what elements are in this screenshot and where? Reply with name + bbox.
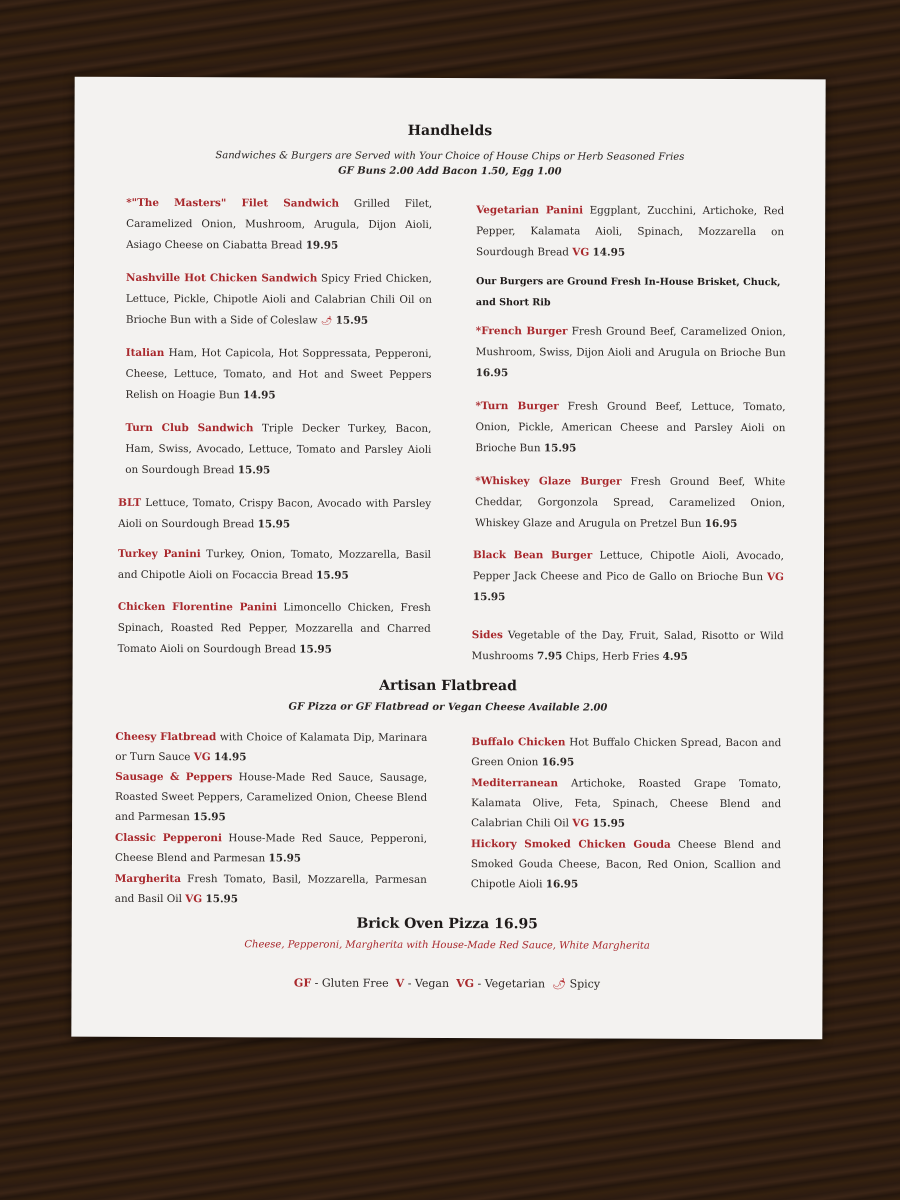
menu-item	[472, 625, 784, 668]
item-desc: Eggplant, Zucchini, Artichoke, Red Pepper, Kalamata Aioli, Spinach, Mozzarella on Sourdough Bread	[476, 204, 785, 259]
item-name: Sausage & Peppers	[115, 770, 233, 784]
menu-item	[475, 396, 785, 460]
item-price: 15.95	[316, 569, 349, 582]
handhelds-subtitle-2: GF Buns 2.00 Add Bacon 1.50, Egg 1.00	[338, 165, 562, 178]
menu-item	[476, 321, 786, 385]
item-desc: Triple Decker Turkey, Bacon, Ham, Swiss, Avocado, Lettuce, Tomato and Parsley Aioli on Sourdough Bread	[125, 422, 432, 477]
item-price: 15.95	[472, 591, 506, 604]
item-desc: Ham, Hot Capicola, Hot Soppressata, Pepperoni, Cheese, Lettuce, Tomato, and Hot and Sweet Peppers Relish on Hoagie Bun	[125, 347, 432, 402]
item-name: *French Burger	[475, 325, 568, 338]
flatbread-title: Artisan Flatbread	[379, 677, 517, 695]
item-name: *Turn Burger	[475, 400, 559, 413]
chili-pepper-icon: 🌶	[320, 316, 333, 327]
item-name: Hickory Smoked Chicken Gouda	[470, 838, 671, 851]
legend-label: Spicy	[569, 977, 601, 991]
item-price: 14.95	[592, 246, 626, 259]
menu-item	[115, 869, 427, 910]
legend-label: - Vegan	[407, 976, 450, 991]
item-name: *"The Masters" Filet Sandwich	[126, 196, 340, 210]
item-desc: Turkey, Onion, Tomato, Mozzarella, Basil and Chipotle Aioli on Focaccia Bread	[117, 548, 432, 582]
menu-item	[115, 727, 427, 768]
menu-item	[471, 732, 781, 773]
item-tag: VG	[572, 817, 590, 830]
item-desc: Fresh Ground Beef, Caramelized Onion, Mushroom, Swiss, Dijon Aioli and Arugula on Brioche Bun	[475, 325, 786, 360]
menu-item	[126, 268, 432, 333]
menu-item	[126, 193, 432, 257]
legend-code: V	[395, 976, 405, 990]
item-tag: VG	[766, 571, 784, 584]
item-desc: Spicy Fried Chicken, Lettuce, Pickle, Chipotle Aioli and Calabrian Chili Oil on Brioche Bun with a Side of Coleslaw	[125, 272, 432, 327]
item-name: *Whiskey Glaze Burger	[475, 475, 622, 488]
menu-item	[118, 597, 431, 661]
item-price: 15.95	[205, 893, 239, 906]
item-name: Sides	[471, 629, 503, 642]
item-name: Black Bean Burger	[472, 549, 593, 562]
item-desc: Artichoke, Roasted Grape Tomato, Kalamata Olive, Feta, Spinach, Cheese Blend and Calabrian Chili Oil	[471, 777, 782, 830]
item-price: 16.95	[545, 878, 579, 891]
menu-item	[471, 834, 781, 895]
chili-pepper-icon: 🌶	[552, 977, 567, 991]
item-name: Chicken Florentine Panini	[117, 600, 277, 614]
legend-label: - Gluten Free	[314, 976, 389, 990]
burger-note: Our Burgers are Ground Fresh In-House Brisket, Chuck, and Short Rib	[475, 276, 781, 309]
item-price: 15.95	[237, 464, 271, 477]
item-desc-2: Chips, Herb Fries	[565, 650, 660, 663]
item-name: Nashville Hot Chicken Sandwich	[125, 271, 318, 285]
item-name: Italian	[125, 346, 165, 360]
item-price-2: 4.95	[662, 650, 688, 663]
dietary-legend	[71, 976, 822, 992]
menu-item	[471, 773, 781, 834]
menu-item	[115, 767, 427, 828]
handhelds-subtitle: Sandwiches & Burgers are Served with Your Choice of House Chips or Herb Seasoned Fries	[215, 150, 685, 163]
item-tag: VG	[185, 893, 203, 906]
item-price: 14.95	[213, 751, 247, 764]
menu-item	[118, 544, 431, 587]
item-price: 15.95	[335, 314, 369, 327]
item-price: 15.95	[543, 442, 577, 455]
item-tag: VG	[193, 751, 211, 764]
item-name: Turkey Panini	[117, 547, 201, 561]
item-price: 15.95	[268, 852, 302, 865]
item-desc: Fresh Ground Beef, Lettuce, Tomato, Onion, Pickle, American Cheese and Parsley Aioli on Brioche Bun	[475, 400, 786, 455]
item-name: Classic Pepperoni	[115, 831, 222, 845]
menu-item	[473, 545, 784, 609]
item-desc: House-Made Red Sauce, Pepperoni, Cheese Blend and Parmesan	[114, 832, 428, 865]
item-desc: House-Made Red Sauce, Sausage, Roasted Sweet Peppers, Caramelized Onion, Cheese Blend and Parmesan	[115, 771, 428, 824]
item-price: 16.95	[541, 756, 575, 769]
menu-item	[125, 418, 431, 482]
item-desc: Lettuce, Tomato, Crispy Bacon, Avocado with Parsley Aioli on Sourdough Bread	[118, 496, 432, 531]
item-price: 15.95	[592, 817, 626, 830]
pizza-subtitle: Cheese, Pepperoni, Margherita with House-Made Red Sauce, White Margherita	[244, 939, 650, 952]
item-desc: Cheese Blend and Smoked Gouda Cheese, Bacon, Red Onion, Scallion and Chipotle Aioli	[470, 838, 782, 891]
legend-code: VG	[456, 977, 475, 991]
handhelds-title: Handhelds	[407, 122, 493, 140]
item-price: 16.95	[704, 517, 738, 531]
item-name: Buffalo Chicken	[471, 736, 566, 749]
menu-item	[118, 493, 431, 536]
item-tag: VG	[572, 246, 590, 259]
item-price: 15.95	[299, 643, 332, 656]
menu-item	[126, 343, 432, 407]
item-desc: Fresh Tomato, Basil, Mozzarella, Parmesan and Basil Oil	[114, 873, 427, 906]
item-desc: Vegetable of the Day, Fruit, Salad, Risotto or Wild Mushrooms	[471, 629, 784, 663]
flatbread-subtitle: GF Pizza or GF Flatbread or Vegan Cheese Available 2.00	[288, 701, 608, 714]
menu-item	[115, 828, 427, 869]
item-price: 15.95	[193, 811, 226, 824]
item-desc: with Choice of Kalamata Dip, Marinara or Turn Sauce	[115, 731, 428, 764]
item-desc: Hot Buffalo Chicken Spread, Bacon and Green Onion	[471, 736, 782, 769]
item-name: Vegetarian Panini	[476, 204, 584, 217]
item-desc: Lettuce, Chipotle Aioli, Avocado, Pepper Jack Cheese and Pico de Gallo on Brioche Bun	[472, 549, 785, 584]
menu-item	[476, 200, 784, 264]
legend-label: - Vegetarian	[477, 977, 546, 991]
item-price: 19.95	[305, 239, 339, 252]
item-price: 15.95	[257, 518, 291, 531]
menu-page	[71, 77, 825, 1040]
item-desc: Limoncello Chicken, Fresh Spinach, Roasted Red Pepper, Mozzarella and Charred Tomato Aioli on Sourdough Bread	[117, 601, 431, 656]
pizza-title: Brick Oven Pizza 16.95	[356, 915, 538, 933]
item-name: BLT	[118, 496, 142, 509]
item-price: 7.95	[536, 650, 563, 663]
item-price: 14.95	[243, 389, 276, 402]
menu-item	[475, 471, 785, 535]
item-name: Margherita	[114, 872, 181, 886]
item-name: Mediterranean	[471, 777, 559, 790]
item-desc: Fresh Ground Beef, White Cheddar, Gorgonzola Spread, Caramelized Onion, Whiskey Glaze and Arugula on Pretzel Bun	[475, 475, 786, 530]
item-name: Turn Club Sandwich	[125, 421, 254, 435]
legend-code: GF	[293, 976, 312, 990]
item-name: Cheesy Flatbread	[115, 730, 217, 744]
item-price: 16.95	[475, 367, 509, 380]
item-desc: Grilled Filet, Caramelized Onion, Mushroom, Arugula, Dijon Aioli, Asiago Cheese on Ciabatta Bread	[126, 197, 433, 252]
